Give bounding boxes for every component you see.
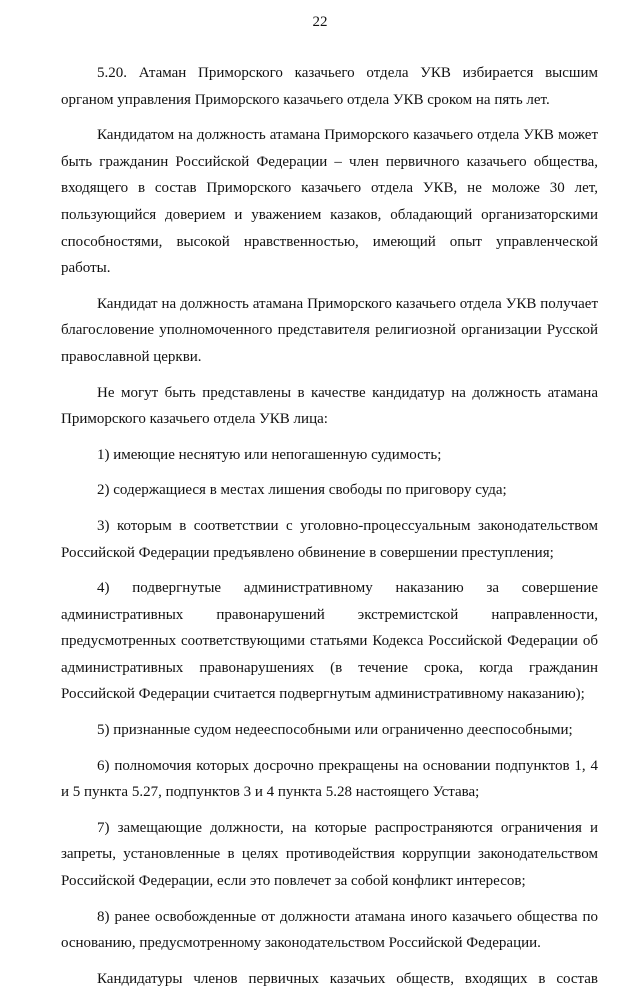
paragraph-ineligible-intro: Не могут быть представлены в качестве кандидатур на должность атамана Приморского казачьего отдела УКВ лица: xyxy=(61,384,598,428)
list-item-2: 2) содержащиеся в местах лишения свободы по приговору суда; xyxy=(97,482,507,499)
page-number: 22 xyxy=(312,14,328,30)
list-item-8: 8) ранее освобожденные от должности атамана иного казачьего общества по основанию, предусмотренному законодательством Российской Федерации. xyxy=(61,908,598,952)
list-item-7: 7) замещающие должности, на которые распространяются ограничения и запреты, установленные в целях противодействия коррупции законодательством Российской Федерации, если это повлечет за собой конфликт интересов; xyxy=(61,819,598,890)
list-item-6: 6) полномочия которых досрочно прекращены на основании подпунктов 1, 4 и 5 пункта 5.27, подпунктов 3 и 4 пункта 5.28 настоящего Устава; xyxy=(61,757,598,801)
paragraph-5-20: 5.20. Атаман Приморского казачьего отдела УКВ избирается высшим органом управления Приморского казачьего отдела УКВ сроком на пять лет. xyxy=(61,65,598,108)
paragraph-candidates-members: Кандидатуры членов первичных казачьих обществ, входящих в состав xyxy=(97,970,598,987)
paragraph-candidate-requirements: Кандидатом на должность атамана Приморского казачьего отдела УКВ может быть гражданин Российской Федерации – член первичного казачьего общества, входящего в состав Приморского казачьего отдела УКВ, не моложе 30 лет, пользующийся доверием и уважением казаков, обладающий организаторскими способностями, высокой нравственностью, имеющий опыт управленческой работы. xyxy=(61,127,598,277)
document-body xyxy=(61,60,598,992)
list-item-1: 1) имеющие неснятую или непогашенную судимость; xyxy=(97,446,442,463)
list-item-4: 4) подвергнутые административному наказанию за совершение административных правонарушений экстремистской направленности, предусмотренных соответствующими статьями Кодекса Российской Федерации об административных правонарушениях (в течение срока, когда гражданин Российской Федерации считается подвергнутым административному наказанию); xyxy=(61,580,598,703)
paragraph-blessing: Кандидат на должность атамана Приморского казачьего отдела УКВ получает благословение уполномоченного представителя религиозной организации Русской православной церкви. xyxy=(61,295,598,365)
list-item-5: 5) признанные судом недееспособными или ограниченно дееспособными; xyxy=(97,722,573,739)
list-item-3: 3) которым в соответствии с уголовно-процессуальным законодательством Российской Федерации предъявлено обвинение в совершении преступления; xyxy=(61,517,598,561)
